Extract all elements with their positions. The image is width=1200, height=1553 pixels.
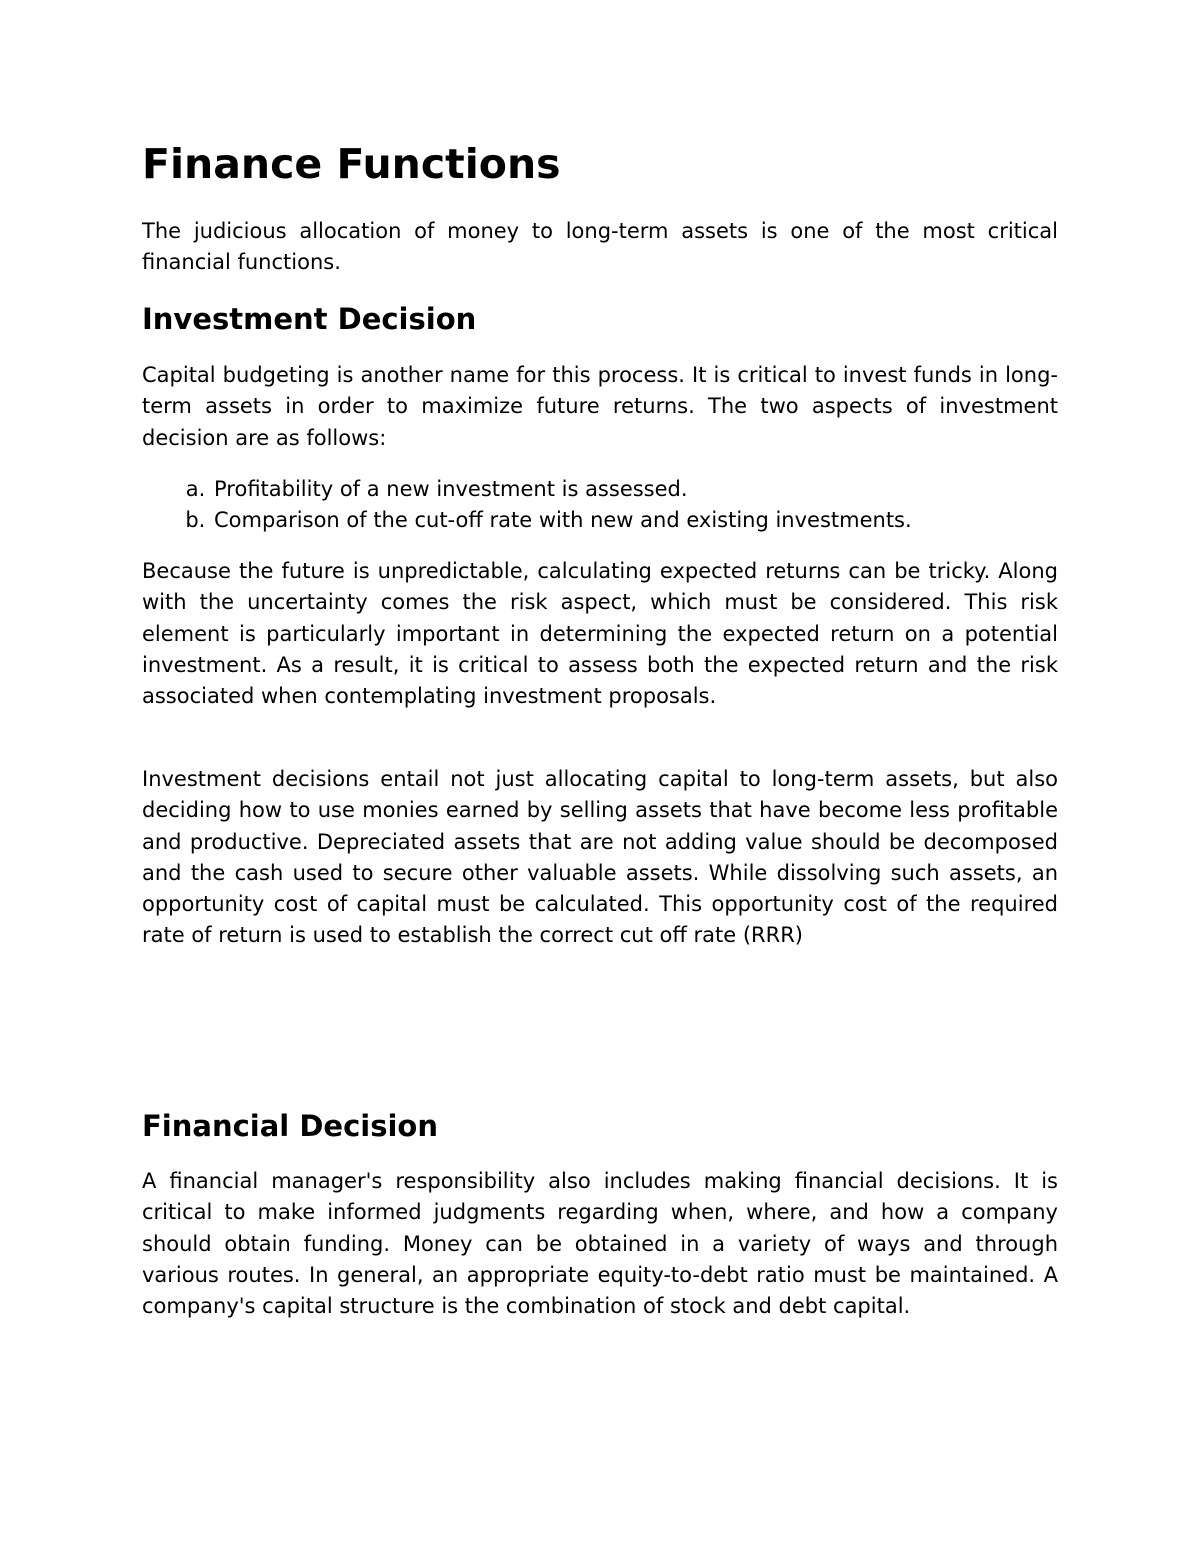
investment-paragraph-1: Capital budgeting is another name for this process. It is critical to invest funds in long-term assets in order to maximize future returns. The two aspects of investment decision are as follows: bbox=[142, 363, 1058, 450]
financial-decision-heading: Financial Decision bbox=[142, 1109, 438, 1143]
investment-paragraph-3: Investment decisions entail not just allocating capital to long-term assets, but also deciding how to use monies earned by selling assets that have become less profitable and productive. Depreciated assets that are not adding value should be decomposed and the cash used to secure other valuable assets. While dissolving such assets, an opportunity cost of capital must be calculated. This opportunity cost of the required rate of return is used to establish the correct cut off rate (RRR) bbox=[142, 767, 1058, 948]
financial-paragraph-1: A financial manager's responsibility also includes making financial decisions. It is critical to make informed judgments regarding when, where, and how a company should obtain funding. Money can be obtained in a variety of ways and through various routes. In general, an appropriate equity-to-debt ratio must be maintained. A company's capital structure is the combination of stock and debt capital. bbox=[142, 1169, 1058, 1319]
investment-decision-heading: Investment Decision bbox=[142, 302, 477, 336]
document-title: Finance Functions bbox=[142, 140, 561, 188]
intro-paragraph: The judicious allocation of money to long-term assets is one of the most critical financial functions. bbox=[142, 219, 1058, 275]
list-item: b. Comparison of the cut-off rate with new and existing investments. bbox=[212, 505, 1058, 536]
investment-paragraph-2: Because the future is unpredictable, calculating expected returns can be tricky. Along with the uncertainty comes the risk aspect, which must be considered. This risk element is particularly important in determining the expected return on a potential investment. As a result, it is critical to assess both the expected return and the risk associated when contemplating investment proposals. bbox=[142, 559, 1058, 709]
investment-aspects-list bbox=[142, 474, 1058, 537]
list-item: a. Profitability of a new investment is assessed. bbox=[212, 474, 1058, 505]
